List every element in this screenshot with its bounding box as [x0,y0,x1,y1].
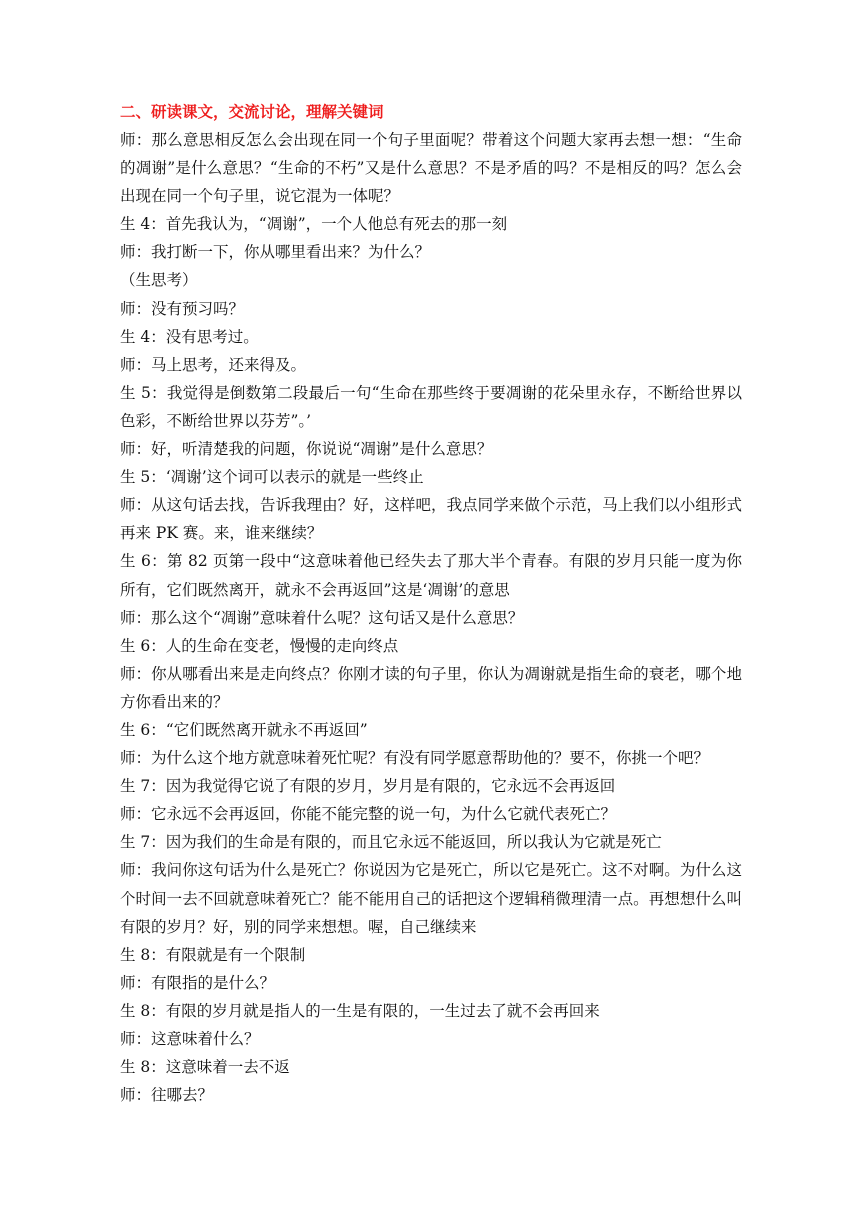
dialogue-line: 师：从这句话去找，告诉我理由？好，这样吧，我点同学来做个示范，马上我们以小组形式再来 PK 赛。来，谁来继续？ [120,496,742,543]
dialogue-line: 生 8：有限的岁月就是指人的一生是有限的，一生过去了就不会再回来 [120,1001,600,1020]
dialogue-line: 生 6：第 82 页第一段中“这意味着他已经失去了那大半个青春。有限的岁月只能一度为你所有，它们既然离开，就永不会再返回”这是‘凋谢’的意思 [120,552,742,599]
dialogue-line: 生 7：因为我们的生命是有限的，而且它永远不能返回，所以我认为它就是死亡 [120,833,662,852]
dialogue-line: 师：为什么这个地方就意味着死忙呢？有没有同学愿意帮助他的？要不，你挑一个吧？ [120,749,710,768]
dialogue-line: 生 8：这意味着一去不返 [120,1058,290,1077]
section-heading: 二、研读课文，交流讨论，理解关键词 [120,103,384,121]
dialogue-line: 师：我问你这句话为什么是死亡？你说因为它是死亡，所以它是死亡。这不对啊。为什么这个时间一去不回就意味着死亡？能不能用自己的话把这个逻辑稍微理清一点。再想想什么叫有限的岁月？好，别的同学来想想。喔，自己继续来 [120,861,742,936]
dialogue-line: 师：我打断一下，你从哪里看出来？为什么？ [120,243,431,262]
dialogue-line: 生 6：人的生命在变老，慢慢的走向终点 [120,636,399,655]
dialogue-line: 师：往哪去？ [120,1086,214,1105]
dialogue-line: 生 8：有限就是有一个限制 [120,945,306,964]
dialogue-line: 师：马上思考，还来得及。 [120,355,307,374]
dialogue-line: （生思考） [120,271,198,290]
dialogue-line: 师：这意味着什么？ [120,1030,260,1048]
dialogue-line: 师：好，听清楚我的问题，你说说“凋谢”是什么意思？ [120,440,493,459]
dialogue-line: 生 6：“它们既然离开就永不再返回” [120,720,368,739]
dialogue-line: 师：那么这个“凋谢”意味着什么呢？这句话又是什么意思？ [120,608,524,627]
dialogue-line: 师：有限指的是什么？ [120,973,276,992]
dialogue-line: 师：你从哪看出来是走向终点？你刚才读的句子里，你认为凋谢就是指生命的衰老，哪个地方你看出来的？ [120,664,742,711]
document-body [120,98,742,1109]
dialogue-line: 生 4：没有思考过。 [120,327,259,346]
dialogue-line: 生 5：‘凋谢’这个词可以表示的就是一些终止 [120,468,424,487]
dialogue-line: 生 7：因为我觉得它说了有限的岁月，岁月是有限的，它永远不会再返回 [120,777,616,796]
dialogue-line: 师：没有预习吗？ [120,299,245,318]
dialogue-line: 师：那么意思相反怎么会出现在同一个句子里面呢？带着这个问题大家再去想一想：“生命的凋谢”是什么意思？“生命的不朽”又是什么意思？不是矛盾的吗？不是相反的吗？怎么会出现在同一个句子里，说它混为一体呢？ [120,131,742,206]
dialogue-line: 师：它永远不会再返回，你能不能完整的说一句，为什么它就代表死亡？ [120,805,617,824]
dialogue-line: 生 5：我觉得是倒数第二段最后一句“生命在那些终于要凋谢的花朵里永存，不断给世界以色彩，不断给世界以芬芳”。’ [120,383,742,430]
dialogue-line: 生 4：首先我认为，“凋谢”，一个人他总有死去的那一刻 [120,215,508,234]
